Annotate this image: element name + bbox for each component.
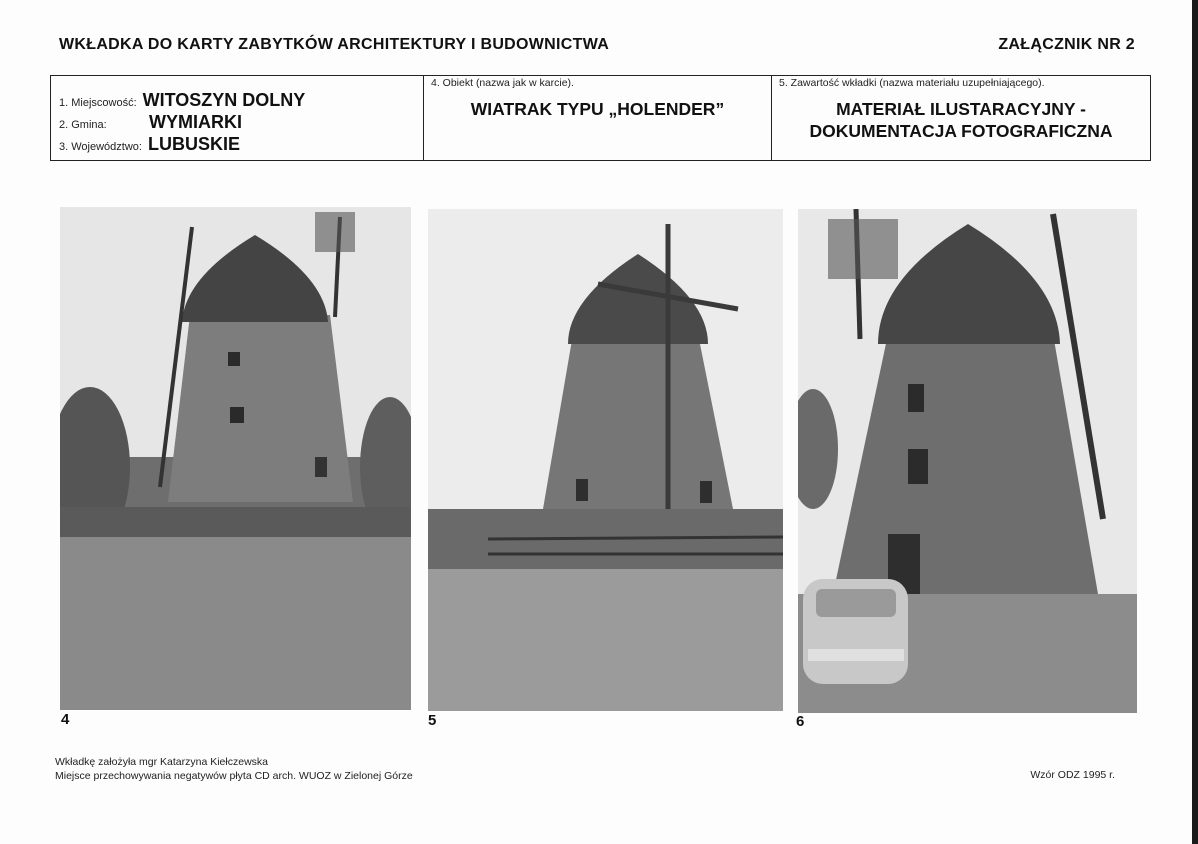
info-table bbox=[50, 75, 1151, 161]
commune-label: 2. Gmina: bbox=[59, 119, 107, 131]
commune-row bbox=[59, 112, 242, 133]
commune-value: WYMIARKI bbox=[149, 112, 242, 132]
contents-line-2: DOKUMENTACJA FOTOGRAFICZNA bbox=[809, 121, 1113, 141]
contents-line-1: MATERIAŁ ILUSTARACYJNY - bbox=[836, 99, 1086, 119]
photo-number-6: 6 bbox=[796, 713, 805, 730]
voivodeship-row bbox=[59, 134, 240, 155]
windmill-photo-5 bbox=[428, 209, 783, 711]
scan-edge bbox=[1192, 0, 1198, 844]
photo-number-4: 4 bbox=[61, 711, 70, 728]
contents-label: 5. Zawartość wkładki (nazwa materiału uzupełniającego). bbox=[779, 77, 1045, 89]
locality-label: 1. Miejscowość: bbox=[59, 97, 137, 109]
document-title: WKŁADKA DO KARTY ZABYTKÓW ARCHITEKTURY I BUDOWNICTWA bbox=[59, 36, 610, 53]
author-note: Wkładkę założyła mgr Katarzyna Kiełczewska bbox=[55, 756, 268, 768]
page-header bbox=[59, 36, 1135, 58]
voivodeship-label: 3. Województwo: bbox=[59, 141, 142, 153]
voivodeship-value: LUBUSKIE bbox=[147, 134, 240, 154]
locality-value: WITOSZYN DOLNY bbox=[142, 90, 306, 110]
contents-cell bbox=[772, 76, 1150, 160]
windmill-photo-6 bbox=[798, 209, 1137, 713]
object-cell bbox=[424, 76, 772, 160]
template-note: Wzór ODZ 1995 r. bbox=[1030, 769, 1115, 781]
location-cell bbox=[51, 76, 424, 160]
photo-number-5: 5 bbox=[428, 712, 437, 729]
storage-note: Miejsce przechowywania negatywów płyta CD arch. WUOZ w Zielonej Górze bbox=[55, 770, 413, 782]
locality-row bbox=[59, 90, 305, 111]
object-name: WIATRAK TYPU „HOLENDER” bbox=[470, 99, 725, 119]
windmill-photo-4 bbox=[60, 207, 411, 710]
footer-notes bbox=[55, 755, 413, 783]
attachment-number: ZAŁĄCZNIK NR 2 bbox=[998, 36, 1135, 53]
object-label: 4. Obiekt (nazwa jak w karcie). bbox=[431, 77, 574, 89]
